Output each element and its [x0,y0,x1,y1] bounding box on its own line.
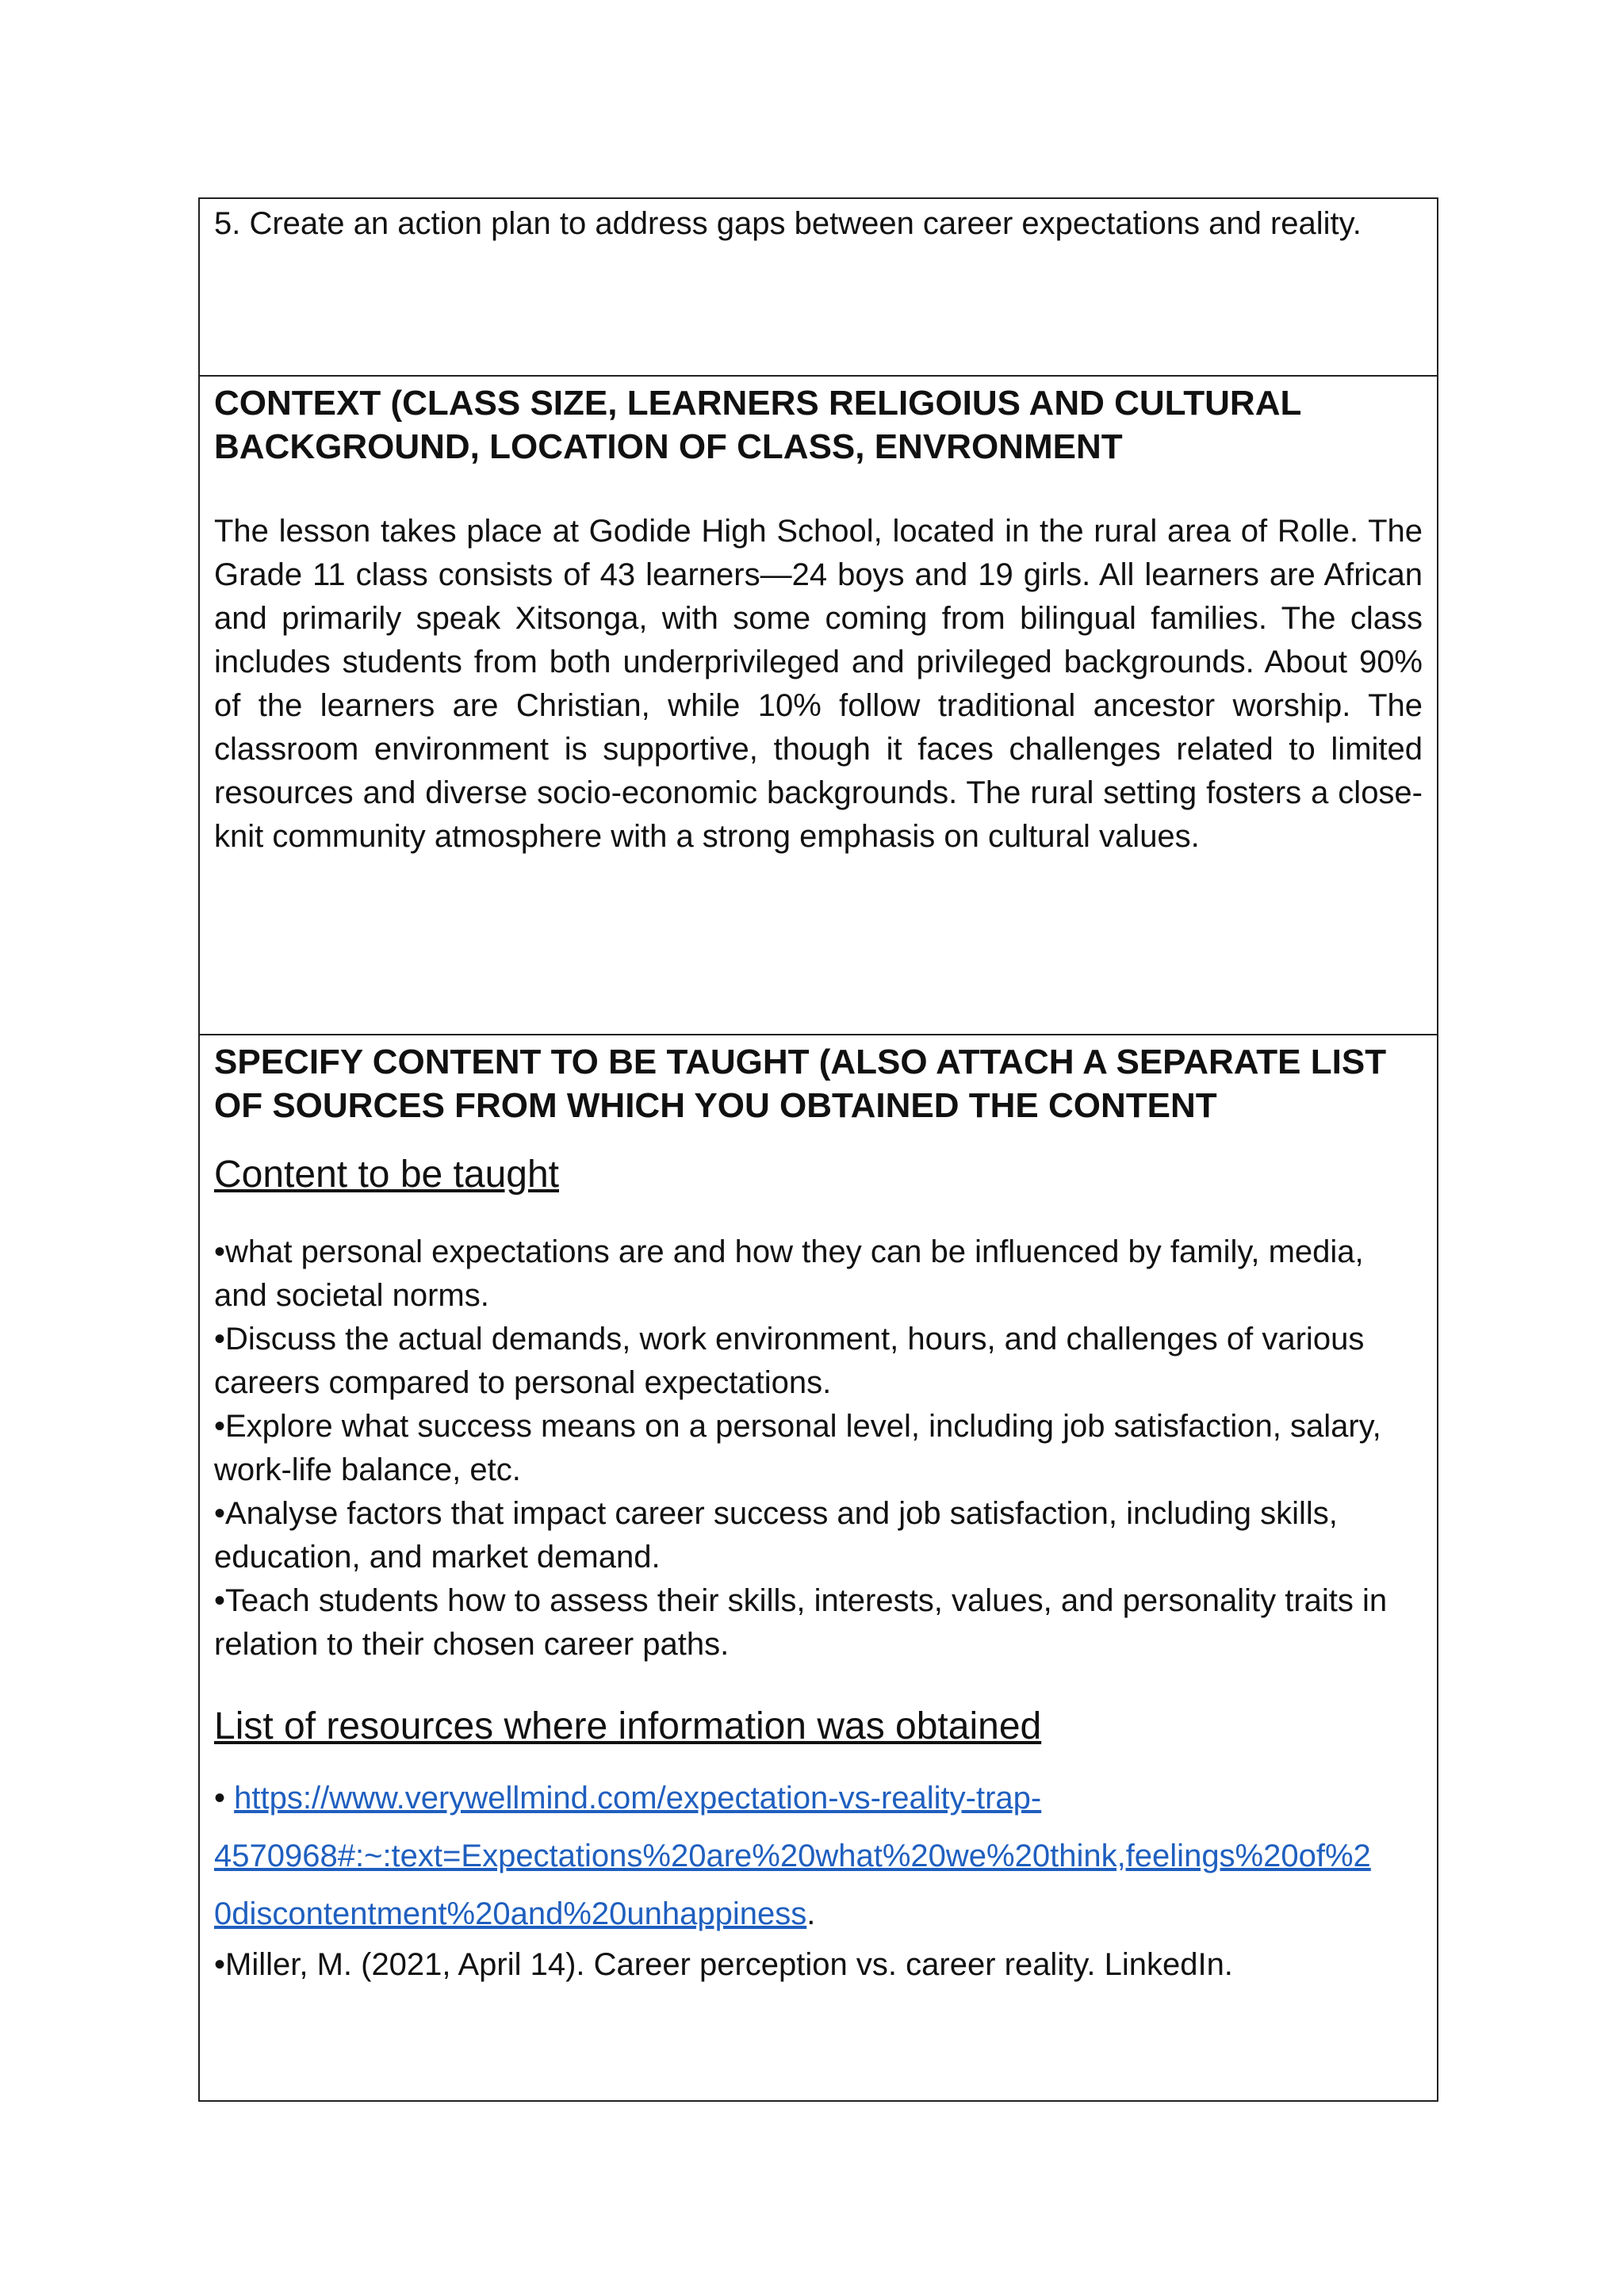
content-row [200,1035,1437,2100]
content-bullet-list [214,1230,1423,1667]
objective-row [200,199,1437,377]
context-heading: CONTEXT (CLASS SIZE, LEARNERS RELIGOIUS AND CULTURAL BACKGROUND, LOCATION OF CLASS, ENVRONMENT [214,384,1301,466]
content-subheading: Content to be taught [214,1154,559,1196]
lesson-plan-table [198,197,1438,2102]
resource-bullet: • [214,1781,235,1816]
resource-citation: •Miller, M. (2021, April 14). Career perception vs. career reality. LinkedIn. [214,1947,1233,1982]
content-heading: SPECIFY CONTENT TO BE TAUGHT (ALSO ATTACH A SEPARATE LIST OF SOURCES FROM WHICH YOU OBTAINED THE CONTENT [214,1043,1387,1125]
resource-link-line-3[interactable]: 0discontentment%20and%20unhappiness [214,1896,807,1931]
resource-link-item [214,1770,1423,1943]
resources-subheading: List of resources where information was obtained [214,1705,1042,1747]
content-bullet: •Discuss the actual demands, work environment, hours, and challenges of various careers compared to personal expectations. [214,1322,1365,1400]
resource-link-line-2[interactable]: 4570968#:~:text=Expectations%20are%20what%20we%20think,feelings%20of%2 [214,1839,1371,1873]
content-bullet: •Teach students how to assess their skills, interests, values, and personality traits in relation to their chosen career paths. [214,1583,1388,1662]
resource-link-line-1[interactable]: https://www.verywellmind.com/expectation-vs-reality-trap- [234,1781,1042,1816]
content-bullet: •Analyse factors that impact career success and job satisfaction, including skills, education, and market demand. [214,1496,1338,1575]
context-body: The lesson takes place at Godide High School, located in the rural area of Rolle. The Grade 11 class consists of 43 learners—24 boys and 19 girls. All learners are African and primarily speak Xitsonga, with some coming from bilingual families. The class includes students from both underprivileged and privileged backgrounds. About 90% of the learners are Christian, while 10% follow traditional ancestor worship. The classroom environment is supportive, though it faces challenges related to limited resources and diverse socio-economic backgrounds. The rural setting fosters a close-knit community atmosphere with a strong emphasis on cultural values. [214,514,1423,854]
content-bullet: •what personal expectations are and how they can be influenced by family, media, and societal norms. [214,1234,1364,1313]
resource-link-suffix: . [806,1896,816,1931]
objective-text: 5. Create an action plan to address gaps between career expectations and reality. [214,206,1362,241]
resources-list [214,1770,1423,1987]
content-bullet: •Explore what success means on a personal level, including job satisfaction, salary, work-life balance, etc. [214,1409,1381,1487]
context-row [200,377,1437,1035]
